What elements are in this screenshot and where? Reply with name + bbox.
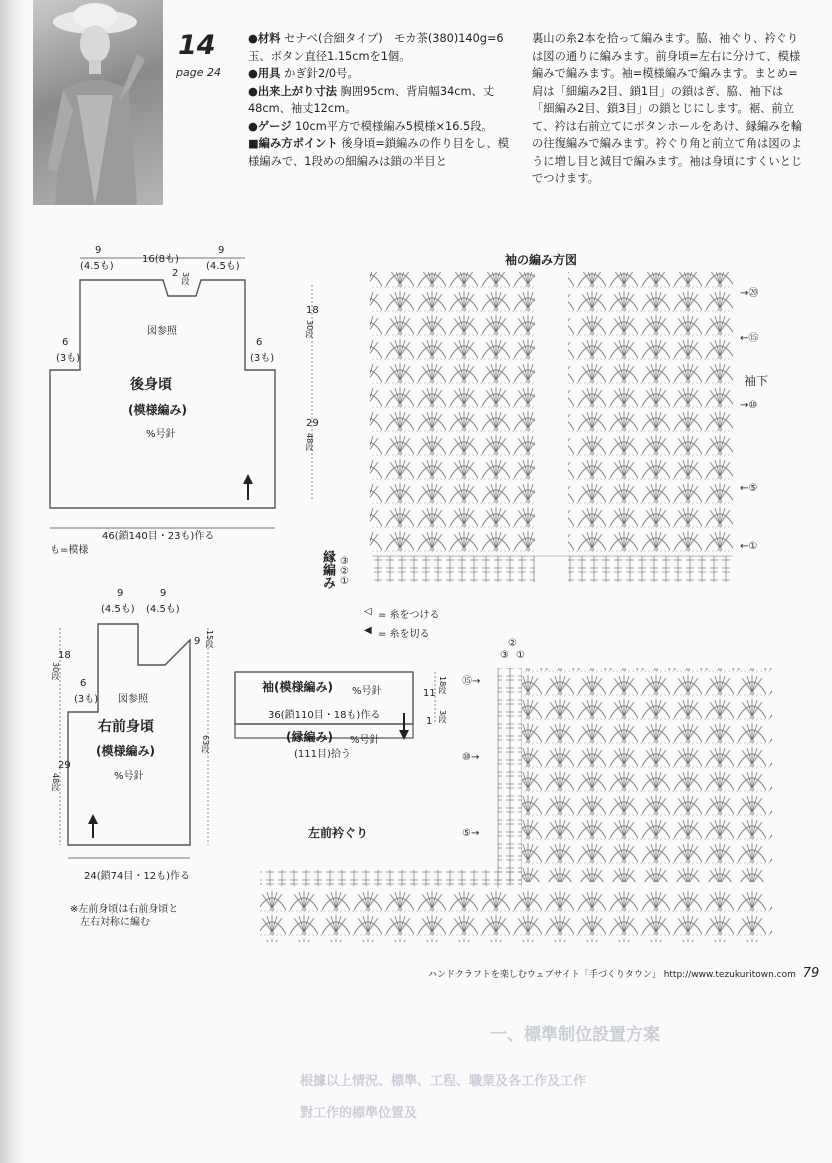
front-dim-top-right-sub: (4.5も) [146,604,180,615]
front-arm-sub: (3も) [74,694,99,705]
back-side-lower: 29 [306,418,319,429]
material-text: セナベ(合細タイプ) モカ茶(380)140g=6玉、ボタン直径1.15cmを1個。 [248,32,504,63]
front-dim-top-left-sub: (4.5も) [101,604,135,615]
sleeve-row-1: ←① [740,541,758,552]
pattern-number: 14 [178,30,216,61]
legend-attach-icon: ◁ [364,606,372,617]
points-text: 後身頃=鎖編みの作り目をし、模様編みで、1段めの細編みは鎖の半目と [248,137,509,168]
front-dim-top-right: 9 [160,588,167,599]
back-dim-top-right: 9 [218,245,225,256]
tools-text: かぎ針2/0号。 [284,67,359,80]
back-side-upper: 18 [306,305,319,316]
sleeve-chart-side-label: 袖下 [744,374,769,388]
back-neck-rows: 3段 [181,272,190,286]
sleeve-border-left [370,556,535,582]
page-reference: page 24 [176,66,221,79]
neck-top-3: ③ [500,650,509,661]
front-ref: 図参照 [118,694,148,705]
instructions-text: 裏山の糸2本を拾って編みます。脇、袖ぐり、衿ぐりは図の通りに編みます。前身頃=左右に分けて、模様編みで編みます。袖=模様編みで編みます。まとめ=肩は「細編み2目、鎖1目」の鎖はぎ、脇、袖下は「細編み2目、鎖3目」の鎖とじにします。裾、前立て、衿は右前立てにボタンホールをあけ、縁編みを輪の往復編みで編みます。衿ぐり角と前立て角は図のように増し目と減目で編みます。袖は身頃にすくいとじでつけます。 [532,32,803,185]
sleeve-chart-title: 袖の編み方図 [505,253,578,267]
sleeve-border-3: ③ [340,556,349,567]
bleed-line-3: 對工作的標準位置及 [300,1106,418,1121]
back-side-upper-rows: 30段 [305,320,314,339]
legend-cut-icon: ◀ [364,625,372,636]
back-side-lower-rows: 48段 [305,433,314,452]
front-needle: %号針 [114,771,144,782]
neck-chart-body [522,668,772,882]
sleeve-h-main: 11 [423,688,436,699]
neck-top-2: ② [508,638,517,649]
neck-row-15: ⑮→ [462,676,481,687]
front-side-lower: 29 [58,760,71,771]
bleed-through-text [0,1000,832,1163]
neck-chart-front-band [498,668,522,882]
front-side-lower-rows: 48段 [51,773,60,792]
bleed-line-1: 一、標準制位設置方案 [490,1025,660,1045]
back-body-subtitle: (模様編み) [128,403,187,417]
neck-chart-border-chains [260,870,522,886]
material-label: ●材料 [248,32,281,45]
back-neck-depth: 2 [172,268,179,279]
neck-row-5: ⑤→ [462,828,480,839]
sleeve-title: 袖(模様編み) [262,680,333,694]
back-dim-top-left: 9 [95,245,102,256]
neck-chart-title: 左前衿ぐり [308,826,369,840]
neck-top-1: ① [516,650,525,661]
front-side-upper: 18 [58,650,71,661]
sleeve-row-10: →⑩ [740,400,758,411]
back-arm-right: 6 [256,337,263,348]
back-dim-top-mid: 16(8も) [142,254,179,265]
gauge-text: 10cm平方で模様編み5模様×16.5段。 [295,119,493,133]
front-total-rows: 63段 [201,735,210,754]
sleeve-border-1: ① [340,576,349,587]
front-side-upper-rows: 30段 [51,662,60,681]
back-body-title: 後身頃 [130,377,172,393]
back-arm-left-sub: (3も) [56,353,81,364]
back-bottom-dim: 46(鎖140目・23も)作る [102,531,215,542]
sleeve-h-main-rows: 18段 [438,676,447,695]
front-arrow-icon [88,814,98,824]
legend-cut: = 糸を切る [378,629,430,640]
neck-row-10: ⑩→ [462,752,480,763]
front-neck-h: 9 [194,636,201,647]
back-body-outline [50,280,275,508]
sleeve-chart-left [370,272,535,554]
sleeve-row-20: →⑳ [740,288,759,299]
sleeve-needle: %号針 [352,686,382,697]
sleeve-pick-dim: (111目)拾う [294,749,351,760]
sleeve-h-border-rows: 3段 [438,710,447,724]
front-title: 右前身頃 [98,719,154,735]
neck-chart-border [260,888,772,942]
sleeve-border-title: (縁編み) [286,730,333,744]
front-arm: 6 [80,678,87,689]
size-label: ●出来上がり寸法 [248,84,337,98]
back-arm-left: 6 [62,337,69,348]
sleeve-row-5: ←⑤ [740,483,758,494]
legend-attach: = 糸をつける [378,610,440,621]
front-note-line2: 左右対称に編む [80,917,150,928]
sleeve-border-2: ② [340,566,349,577]
bleed-line-2: 根據以上情況、標準、工程、職業及各工作及工作 [300,1074,587,1089]
front-bottom-dim: 24(鎖74目・12も)作る [84,871,190,882]
back-dim-top-right-sub: (4.5も) [206,261,240,272]
front-note-line1: ※左前身頃は右前身頃と [70,904,179,915]
pattern-note: も=模様 [50,545,89,556]
sleeve-chain-dim: 36(鎖110目・18も)作る [268,710,381,721]
sleeve-border-needle: %号針 [350,735,380,746]
tools-label: ●用具 [248,67,281,80]
points-label: ■編み方ポイント [248,137,338,150]
front-subtitle: (模様編み) [96,744,155,758]
back-dim-top-left-sub: (4.5も) [80,261,114,272]
gauge-label: ●ゲージ [248,119,292,133]
front-neck-rows: 15段 [205,630,214,649]
sleeve-row-15: ←⑮ [740,333,759,344]
sleeve-border-vertical: 縁編み [320,550,335,589]
footer-text: ハンドクラフトを楽しむウェブサイト「手づくりタウン」 http://www.tezukuritown.com [428,970,796,980]
sleeve-chart-right [568,272,733,554]
footer [428,966,819,981]
back-ref: 図参照 [147,326,177,337]
sleeve-border-right [568,556,733,582]
front-dim-top-left: 9 [117,588,124,599]
back-arm-right-sub: (3も) [250,353,275,364]
back-body-needle: %号針 [146,429,176,440]
page-number: 79 [802,966,820,981]
size-text: 胸囲95cm、背肩幅34cm、丈48cm、袖丈12cm。 [248,84,495,115]
sleeve-h-border: 1 [426,716,433,727]
